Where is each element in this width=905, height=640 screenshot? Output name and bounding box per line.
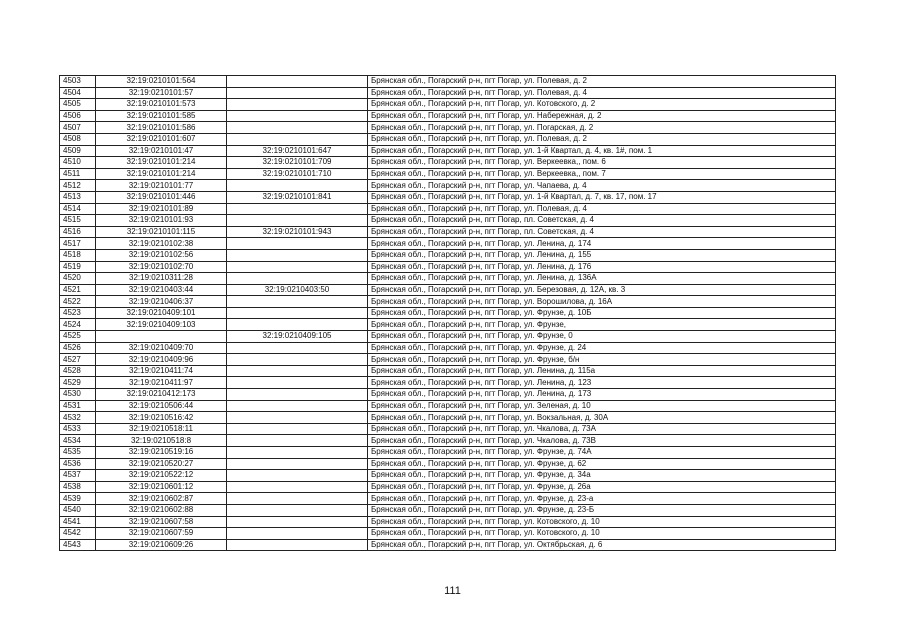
row-number-cell: 4513 <box>60 191 96 203</box>
object-cadastral-number-cell <box>227 412 368 424</box>
table-row <box>60 423 836 435</box>
address-cell: Брянская обл., Погарский р-н, пгт Погар, ул. Ленина, д. 174 <box>368 238 836 250</box>
table-row <box>60 157 836 169</box>
address-cell: Брянская обл., Погарский р-н, пгт Погар, ул. Фрунзе, б/н <box>368 354 836 366</box>
address-cell: Брянская обл., Погарский р-н, пгт Погар, ул. Ленина, д. 176 <box>368 261 836 273</box>
cadastral-number-cell: 32:19:0210409:96 <box>96 354 227 366</box>
table-row <box>60 145 836 157</box>
address-cell: Брянская обл., Погарский р-н, пгт Погар, ул. Фрунзе, 0 <box>368 331 836 343</box>
object-cadastral-number-cell <box>227 180 368 192</box>
cadastral-number-cell: 32:19:0210411:97 <box>96 377 227 389</box>
address-cell: Брянская обл., Погарский р-н, пгт Погар, ул. Котовского, д. 10 <box>368 516 836 528</box>
table-row <box>60 435 836 447</box>
object-cadastral-number-cell <box>227 528 368 540</box>
cadastral-number-cell: 32:19:0210101:214 <box>96 157 227 169</box>
object-cadastral-number-cell: 32:19:0210101:841 <box>227 191 368 203</box>
registry-table <box>59 75 836 551</box>
cadastral-number-cell: 32:19:0210101:586 <box>96 122 227 134</box>
row-number-cell: 4510 <box>60 157 96 169</box>
table-row <box>60 203 836 215</box>
row-number-cell: 4524 <box>60 319 96 331</box>
table-row <box>60 168 836 180</box>
table-row <box>60 180 836 192</box>
address-cell: Брянская обл., Погарский р-н, пгт Погар, ул. Котовского, д. 2 <box>368 99 836 111</box>
address-cell: Брянская обл., Погарский р-н, пгт Погар, ул. Октябрьская, д. 6 <box>368 539 836 551</box>
object-cadastral-number-cell <box>227 319 368 331</box>
cadastral-number-cell: 32:19:0210516:42 <box>96 412 227 424</box>
table-row <box>60 481 836 493</box>
address-cell: Брянская обл., Погарский р-н, пгт Погар, ул. Набережная, д. 2 <box>368 110 836 122</box>
address-cell: Брянская обл., Погарский р-н, пгт Погар, ул. Фрунзе, д. 24 <box>368 342 836 354</box>
object-cadastral-number-cell <box>227 87 368 99</box>
row-number-cell: 4531 <box>60 400 96 412</box>
object-cadastral-number-cell <box>227 516 368 528</box>
table-row <box>60 412 836 424</box>
object-cadastral-number-cell <box>227 99 368 111</box>
address-cell: Брянская обл., Погарский р-н, пгт Погар, ул. Котовского, д. 10 <box>368 528 836 540</box>
address-cell: Брянская обл., Погарский р-н, пгт Погар, ул. Полевая, д. 4 <box>368 203 836 215</box>
object-cadastral-number-cell <box>227 110 368 122</box>
address-cell: Брянская обл., Погарский р-н, пгт Погар, ул. Полевая, д. 4 <box>368 87 836 99</box>
object-cadastral-number-cell <box>227 76 368 88</box>
cadastral-number-cell: 32:19:0210101:57 <box>96 87 227 99</box>
table-row <box>60 87 836 99</box>
object-cadastral-number-cell <box>227 354 368 366</box>
object-cadastral-number-cell <box>227 307 368 319</box>
address-cell: Брянская обл., Погарский р-н, пгт Погар, ул. Фрунзе, д. 34а <box>368 470 836 482</box>
object-cadastral-number-cell: 32:19:0210403:50 <box>227 284 368 296</box>
cadastral-number-cell: 32:19:0210101:115 <box>96 226 227 238</box>
cadastral-number-cell: 32:19:0210506:44 <box>96 400 227 412</box>
cadastral-number-cell: 32:19:0210101:564 <box>96 76 227 88</box>
address-cell: Брянская обл., Погарский р-н, пгт Погар, ул. Ленина, д. 155 <box>368 249 836 261</box>
row-number-cell: 4527 <box>60 354 96 366</box>
row-number-cell: 4529 <box>60 377 96 389</box>
address-cell: Брянская обл., Погарский р-н, пгт Погар, ул. Березовая, д. 12А, кв. 3 <box>368 284 836 296</box>
address-cell: Брянская обл., Погарский р-н, пгт Погар, пл. Советская, д. 4 <box>368 215 836 227</box>
address-cell: Брянская обл., Погарский р-н, пгт Погар, ул. Полевая, д. 2 <box>368 76 836 88</box>
row-number-cell: 4534 <box>60 435 96 447</box>
object-cadastral-number-cell <box>227 249 368 261</box>
cadastral-number-cell: 32:19:0210601:12 <box>96 481 227 493</box>
row-number-cell: 4523 <box>60 307 96 319</box>
address-cell: Брянская обл., Погарский р-н, пгт Погар, ул. Фрунзе, д. 62 <box>368 458 836 470</box>
cadastral-number-cell: 32:19:0210409:103 <box>96 319 227 331</box>
address-cell: Брянская обл., Погарский р-н, пгт Погар, ул. Ленина, д. 173 <box>368 389 836 401</box>
object-cadastral-number-cell <box>227 377 368 389</box>
address-cell: Брянская обл., Погарский р-н, пгт Погар, ул. Фрунзе, д. 26а <box>368 481 836 493</box>
table-row <box>60 99 836 111</box>
table-row <box>60 191 836 203</box>
object-cadastral-number-cell <box>227 447 368 459</box>
row-number-cell: 4520 <box>60 273 96 285</box>
row-number-cell: 4541 <box>60 516 96 528</box>
address-cell: Брянская обл., Погарский р-н, пгт Погар, ул. Веркеевка,, пом. 6 <box>368 157 836 169</box>
object-cadastral-number-cell <box>227 458 368 470</box>
table-row <box>60 261 836 273</box>
table-row <box>60 447 836 459</box>
object-cadastral-number-cell <box>227 504 368 516</box>
address-cell: Брянская обл., Погарский р-н, пгт Погар, ул. Погарская, д. 2 <box>368 122 836 134</box>
cadastral-number-cell: 32:19:0210102:70 <box>96 261 227 273</box>
table-row <box>60 516 836 528</box>
object-cadastral-number-cell <box>227 365 368 377</box>
cadastral-number-cell: 32:19:0210101:77 <box>96 180 227 192</box>
address-cell: Брянская обл., Погарский р-н, пгт Погар, ул. Чкалова, д. 73В <box>368 435 836 447</box>
row-number-cell: 4511 <box>60 168 96 180</box>
table-row <box>60 331 836 343</box>
address-cell: Брянская обл., Погарский р-н, пгт Погар, ул. Фрунзе, <box>368 319 836 331</box>
row-number-cell: 4517 <box>60 238 96 250</box>
table-row <box>60 400 836 412</box>
object-cadastral-number-cell <box>227 389 368 401</box>
address-cell: Брянская обл., Погарский р-н, пгт Погар, ул. Ленина, д. 115а <box>368 365 836 377</box>
address-cell: Брянская обл., Погарский р-н, пгт Погар, ул. Фрунзе, д. 23-Б <box>368 504 836 516</box>
row-number-cell: 4514 <box>60 203 96 215</box>
row-number-cell: 4505 <box>60 99 96 111</box>
row-number-cell: 4540 <box>60 504 96 516</box>
object-cadastral-number-cell <box>227 273 368 285</box>
object-cadastral-number-cell: 32:19:0210409:105 <box>227 331 368 343</box>
row-number-cell: 4508 <box>60 133 96 145</box>
row-number-cell: 4530 <box>60 389 96 401</box>
row-number-cell: 4519 <box>60 261 96 273</box>
object-cadastral-number-cell <box>227 435 368 447</box>
row-number-cell: 4533 <box>60 423 96 435</box>
address-cell: Брянская обл., Погарский р-н, пгт Погар, ул. Фрунзе, д. 74А <box>368 447 836 459</box>
table-row <box>60 249 836 261</box>
object-cadastral-number-cell <box>227 400 368 412</box>
object-cadastral-number-cell <box>227 238 368 250</box>
address-cell: Брянская обл., Погарский р-н, пгт Погар, ул. Чкалова, д. 73А <box>368 423 836 435</box>
cadastral-number-cell: 32:19:0210609:26 <box>96 539 227 551</box>
cadastral-number-cell: 32:19:0210607:59 <box>96 528 227 540</box>
table-row <box>60 215 836 227</box>
address-cell: Брянская обл., Погарский р-н, пгт Погар, ул. Ленина, д. 123 <box>368 377 836 389</box>
cadastral-number-cell: 32:19:0210519:16 <box>96 447 227 459</box>
table-row <box>60 133 836 145</box>
cadastral-number-cell: 32:19:0210101:585 <box>96 110 227 122</box>
cadastral-number-cell <box>96 331 227 343</box>
table-row <box>60 122 836 134</box>
cadastral-number-cell: 32:19:0210411:74 <box>96 365 227 377</box>
row-number-cell: 4528 <box>60 365 96 377</box>
cadastral-number-cell: 32:19:0210311:28 <box>96 273 227 285</box>
cadastral-number-cell: 32:19:0210522:12 <box>96 470 227 482</box>
object-cadastral-number-cell <box>227 203 368 215</box>
table-row <box>60 354 836 366</box>
table-row <box>60 296 836 308</box>
table-row <box>60 458 836 470</box>
cadastral-number-cell: 32:19:0210409:70 <box>96 342 227 354</box>
address-cell: Брянская обл., Погарский р-н, пгт Погар, ул. Вокзальная, д. 30А <box>368 412 836 424</box>
row-number-cell: 4542 <box>60 528 96 540</box>
row-number-cell: 4526 <box>60 342 96 354</box>
address-cell: Брянская обл., Погарский р-н, пгт Погар, ул. Фрунзе, д. 10Б <box>368 307 836 319</box>
table-row <box>60 377 836 389</box>
table-row <box>60 319 836 331</box>
object-cadastral-number-cell <box>227 423 368 435</box>
cadastral-number-cell: 32:19:0210102:56 <box>96 249 227 261</box>
address-cell: Брянская обл., Погарский р-н, пгт Погар, ул. Зеленая, д. 10 <box>368 400 836 412</box>
table-row <box>60 528 836 540</box>
row-number-cell: 4535 <box>60 447 96 459</box>
cadastral-number-cell: 32:19:0210520:27 <box>96 458 227 470</box>
row-number-cell: 4525 <box>60 331 96 343</box>
row-number-cell: 4515 <box>60 215 96 227</box>
cadastral-number-cell: 32:19:0210101:89 <box>96 203 227 215</box>
object-cadastral-number-cell <box>227 342 368 354</box>
row-number-cell: 4521 <box>60 284 96 296</box>
row-number-cell: 4538 <box>60 481 96 493</box>
table-row <box>60 365 836 377</box>
cadastral-number-cell: 32:19:0210101:573 <box>96 99 227 111</box>
table-row <box>60 493 836 505</box>
address-cell: Брянская обл., Погарский р-н, пгт Погар, ул. Полевая, д. 2 <box>368 133 836 145</box>
cadastral-number-cell: 32:19:0210602:88 <box>96 504 227 516</box>
row-number-cell: 4532 <box>60 412 96 424</box>
table-row <box>60 110 836 122</box>
cadastral-number-cell: 32:19:0210101:93 <box>96 215 227 227</box>
row-number-cell: 4507 <box>60 122 96 134</box>
row-number-cell: 4543 <box>60 539 96 551</box>
address-cell: Брянская обл., Погарский р-н, пгт Погар, ул. Ленина, д. 136А <box>368 273 836 285</box>
table-row <box>60 307 836 319</box>
row-number-cell: 4518 <box>60 249 96 261</box>
table-row <box>60 539 836 551</box>
address-cell: Брянская обл., Погарский р-н, пгт Погар, ул. 1-й Квартал, д. 4, кв. 1#, пом. 1 <box>368 145 836 157</box>
table-row <box>60 470 836 482</box>
address-cell: Брянская обл., Погарский р-н, пгт Погар, ул. Ворошилова, д. 16А <box>368 296 836 308</box>
object-cadastral-number-cell <box>227 261 368 273</box>
table-row <box>60 226 836 238</box>
cadastral-number-cell: 32:19:0210412:173 <box>96 389 227 401</box>
page-number: 111 <box>444 585 461 597</box>
table-row <box>60 504 836 516</box>
row-number-cell: 4536 <box>60 458 96 470</box>
address-cell: Брянская обл., Погарский р-н, пгт Погар, ул. Фрунзе, д. 23-а <box>368 493 836 505</box>
object-cadastral-number-cell <box>227 296 368 308</box>
address-cell: Брянская обл., Погарский р-н, пгт Погар, ул. Чапаева, д. 4 <box>368 180 836 192</box>
address-cell: Брянская обл., Погарский р-н, пгт Погар, пл. Советская, д. 4 <box>368 226 836 238</box>
row-number-cell: 4506 <box>60 110 96 122</box>
object-cadastral-number-cell <box>227 493 368 505</box>
row-number-cell: 4512 <box>60 180 96 192</box>
row-number-cell: 4516 <box>60 226 96 238</box>
row-number-cell: 4503 <box>60 76 96 88</box>
cadastral-number-cell: 32:19:0210409:101 <box>96 307 227 319</box>
object-cadastral-number-cell: 32:19:0210101:710 <box>227 168 368 180</box>
object-cadastral-number-cell: 32:19:0210101:709 <box>227 157 368 169</box>
object-cadastral-number-cell <box>227 470 368 482</box>
address-cell: Брянская обл., Погарский р-н, пгт Погар, ул. 1-й Квартал, д. 7, кв. 17, пом. 17 <box>368 191 836 203</box>
row-number-cell: 4539 <box>60 493 96 505</box>
address-cell: Брянская обл., Погарский р-н, пгт Погар, ул. Веркеевка,, пом. 7 <box>368 168 836 180</box>
cadastral-number-cell: 32:19:0210518:11 <box>96 423 227 435</box>
object-cadastral-number-cell <box>227 481 368 493</box>
table-row <box>60 238 836 250</box>
cadastral-number-cell: 32:19:0210101:607 <box>96 133 227 145</box>
table-row <box>60 76 836 88</box>
row-number-cell: 4509 <box>60 145 96 157</box>
object-cadastral-number-cell <box>227 122 368 134</box>
object-cadastral-number-cell <box>227 215 368 227</box>
cadastral-number-cell: 32:19:0210101:214 <box>96 168 227 180</box>
cadastral-number-cell: 32:19:0210518:8 <box>96 435 227 447</box>
cadastral-number-cell: 32:19:0210101:47 <box>96 145 227 157</box>
table-row <box>60 342 836 354</box>
table-row <box>60 273 836 285</box>
cadastral-number-cell: 32:19:0210101:446 <box>96 191 227 203</box>
object-cadastral-number-cell <box>227 133 368 145</box>
object-cadastral-number-cell <box>227 539 368 551</box>
registry-table-body <box>60 76 836 551</box>
row-number-cell: 4504 <box>60 87 96 99</box>
cadastral-number-cell: 32:19:0210102:38 <box>96 238 227 250</box>
cadastral-number-cell: 32:19:0210406:37 <box>96 296 227 308</box>
table-row <box>60 389 836 401</box>
cadastral-number-cell: 32:19:0210602:87 <box>96 493 227 505</box>
cadastral-number-cell: 32:19:0210403:44 <box>96 284 227 296</box>
table-row <box>60 284 836 296</box>
row-number-cell: 4522 <box>60 296 96 308</box>
row-number-cell: 4537 <box>60 470 96 482</box>
cadastral-number-cell: 32:19:0210607:58 <box>96 516 227 528</box>
object-cadastral-number-cell: 32:19:0210101:943 <box>227 226 368 238</box>
object-cadastral-number-cell: 32:19:0210101:647 <box>227 145 368 157</box>
